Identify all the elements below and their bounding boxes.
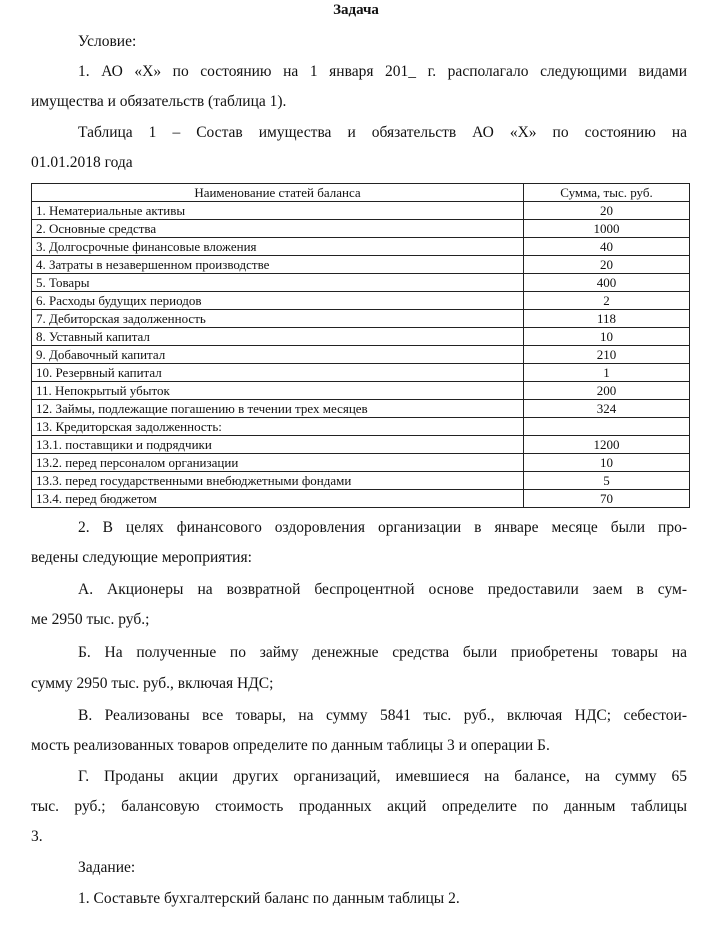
table-row [32, 274, 690, 292]
task-item-1: 1. Составьте бухгалтерский баланс по данным таблицы 2. [78, 890, 460, 907]
paragraph-b-line-1: Б. На полученные по займу денежные средства были приобретены товары на [78, 644, 687, 661]
balance-item-amount: 1000 [524, 220, 690, 238]
balance-item-name: 13.3. перед государственными внебюджетными фондами [32, 472, 524, 490]
balance-item-amount: 10 [524, 454, 690, 472]
paragraph-v-line-1: В. Реализованы все товары, на сумму 5841 тыс. руб., включая НДС; себестои- [78, 707, 687, 724]
balance-item-amount: 400 [524, 274, 690, 292]
balance-item-name: 4. Затраты в незавершенном производстве [32, 256, 524, 274]
balance-item-name: 1. Нематериальные активы [32, 202, 524, 220]
table-row [32, 202, 690, 220]
balance-item-name: 13.2. перед персоналом организации [32, 454, 524, 472]
page-title: Задача [333, 2, 379, 18]
table-caption-line-1: Таблица 1 – Состав имущества и обязательств АО «Х» по состоянию на [78, 124, 687, 141]
column-header-item: Наименование статей баланса [32, 184, 524, 202]
table-row [32, 292, 690, 310]
balance-item-name: 13.4. перед бюджетом [32, 490, 524, 508]
paragraph-g-line-3: 3. [31, 828, 43, 845]
table-row [32, 310, 690, 328]
table-row [32, 364, 690, 382]
balance-item-amount: 70 [524, 490, 690, 508]
balance-item-name: 13. Кредиторская задолженность: [32, 418, 524, 436]
table-row [32, 400, 690, 418]
balance-item-name: 6. Расходы будущих периодов [32, 292, 524, 310]
balance-item-amount: 324 [524, 400, 690, 418]
balance-item-name: 9. Добавочный капитал [32, 346, 524, 364]
table-row [32, 490, 690, 508]
balance-item-name: 13.1. поставщики и подрядчики [32, 436, 524, 454]
paragraph-g-line-2: тыс. руб.; балансовую стоимость проданных акций определите по данным таблицы [31, 798, 687, 815]
paragraph-a-line-2: ме 2950 тыс. руб.; [31, 611, 150, 628]
table-row [32, 382, 690, 400]
table-row [32, 220, 690, 238]
paragraph-a-line-1: А. Акционеры на возвратной беспроцентной основе предоставили заем в сум- [78, 581, 687, 598]
balance-item-amount: 40 [524, 238, 690, 256]
paragraph-1-line-2: имущества и обязательств (таблица 1). [31, 93, 287, 110]
balance-item-amount: 5 [524, 472, 690, 490]
table-header-row [32, 184, 690, 202]
table-row [32, 328, 690, 346]
balance-item-amount: 118 [524, 310, 690, 328]
balance-item-amount: 10 [524, 328, 690, 346]
balance-item-name: 8. Уставный капитал [32, 328, 524, 346]
balance-table [31, 183, 690, 508]
paragraph-b-line-2: сумму 2950 тыс. руб., включая НДС; [31, 675, 274, 692]
balance-item-amount: 1 [524, 364, 690, 382]
table-row [32, 418, 690, 436]
balance-item-amount [524, 418, 690, 436]
paragraph-2-line-1: 2. В целях финансового оздоровления организации в январе месяце были про- [78, 519, 687, 536]
balance-item-amount: 20 [524, 256, 690, 274]
table-row [32, 436, 690, 454]
paragraph-1-line-1: 1. АО «Х» по состоянию на 1 января 201_ г. располагало следующими видами [78, 63, 687, 80]
balance-item-amount: 2 [524, 292, 690, 310]
table-row [32, 472, 690, 490]
balance-item-amount: 210 [524, 346, 690, 364]
balance-item-name: 11. Непокрытый убыток [32, 382, 524, 400]
table-row [32, 238, 690, 256]
table-caption-line-2: 01.01.2018 года [31, 154, 133, 171]
balance-item-amount: 20 [524, 202, 690, 220]
paragraph-2-line-2: ведены следующие мероприятия: [31, 549, 252, 566]
balance-item-amount: 1200 [524, 436, 690, 454]
column-header-amount: Сумма, тыс. руб. [524, 184, 690, 202]
table-row [32, 256, 690, 274]
table-body [32, 202, 690, 508]
balance-item-name: 2. Основные средства [32, 220, 524, 238]
paragraph-g-line-1: Г. Проданы акции других организаций, имевшиеся на балансе, на сумму 65 [78, 768, 687, 785]
balance-item-name: 12. Займы, подлежащие погашению в течении трех месяцев [32, 400, 524, 418]
task-label: Задание: [78, 859, 136, 876]
balance-item-name: 5. Товары [32, 274, 524, 292]
balance-item-name: 10. Резервный капитал [32, 364, 524, 382]
condition-label: Условие: [78, 33, 137, 50]
balance-item-amount: 200 [524, 382, 690, 400]
table-row [32, 346, 690, 364]
balance-item-name: 3. Долгосрочные финансовые вложения [32, 238, 524, 256]
balance-item-name: 7. Дебиторская задолженность [32, 310, 524, 328]
paragraph-v-line-2: мость реализованных товаров определите по данным таблицы 3 и операции Б. [31, 737, 550, 754]
table-row [32, 454, 690, 472]
